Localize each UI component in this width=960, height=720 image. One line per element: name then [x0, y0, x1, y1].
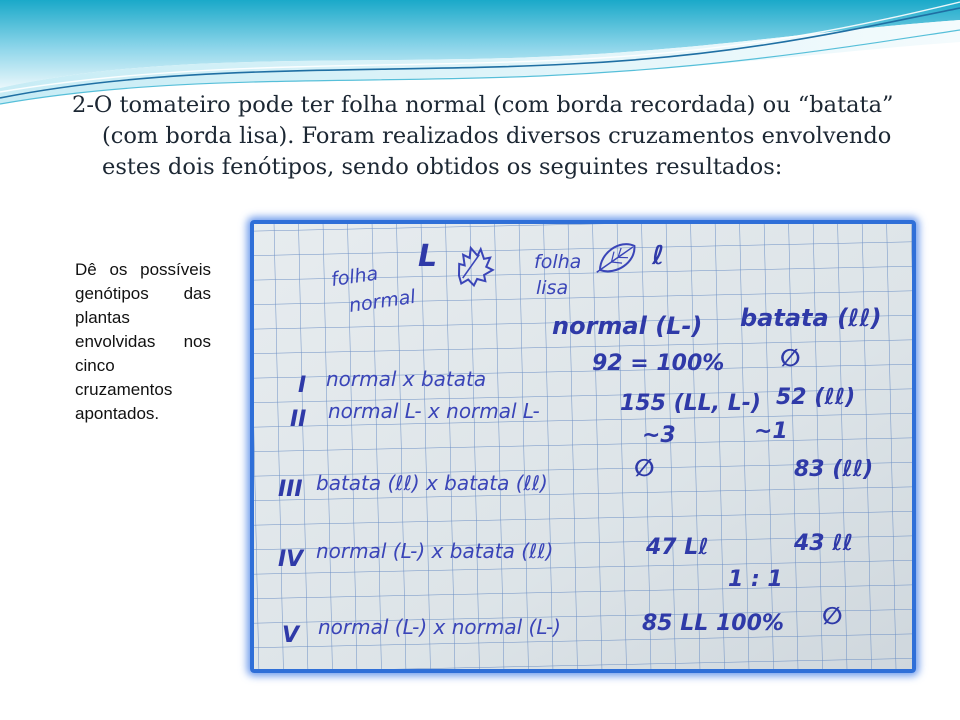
- row-4-result-normal: 47 Lℓ: [646, 535, 709, 560]
- notebook-photo: [250, 220, 916, 673]
- row-5-result-batata: ∅: [822, 602, 843, 630]
- notebook-page: [254, 224, 912, 669]
- row-5-result-normal: 85 LL 100%: [642, 611, 784, 636]
- row-3-result-batata: 83 (ℓℓ): [794, 457, 874, 482]
- row-1-result-batata: ∅: [780, 344, 801, 372]
- row-1-cross: normal x batata: [326, 367, 487, 391]
- row-5-cross: normal (L-) x normal (L-): [318, 615, 561, 639]
- row-3-result-normal: ∅: [634, 454, 655, 482]
- row-2-result-batata: 52 (ℓℓ): [776, 385, 856, 410]
- column-normal: normal (L-): [552, 312, 703, 340]
- label-lisa-line2: lisa: [536, 277, 569, 299]
- label-lisa-line1: folha: [534, 251, 582, 273]
- row-1-result-normal: 92 = 100%: [592, 351, 725, 376]
- grid-lines: [254, 224, 912, 669]
- label-normal-line2: normal: [347, 285, 417, 317]
- instruction-text: Dê os possíveis genótipos das plantas envolvidas nos cinco cruzamentos apontados.: [75, 260, 211, 423]
- row-5-number: V: [282, 623, 300, 648]
- row-4-cross: normal (L-) x batata (ℓℓ): [316, 539, 554, 563]
- row-1-number: I: [298, 373, 307, 398]
- label-normal-line1: folha: [329, 262, 380, 291]
- row-2-result-normal: 155 (LL, L-): [620, 391, 761, 416]
- row-2-number: II: [290, 407, 307, 432]
- allele-dominant: L: [418, 239, 438, 274]
- row-4-ratio: 1 : 1: [728, 567, 783, 592]
- question-text: 2-O tomateiro pode ter folha normal (com borda recordada) ou “batata” (com borda lisa). Foram realizados diversos cruzamentos envolvendo estes dois fenótipos, sendo obtidos os seguintes resultados:: [72, 92, 894, 180]
- row-2-ratio-normal: ~3: [642, 423, 676, 448]
- allele-recessive: ℓ: [652, 241, 665, 271]
- row-2-cross: normal L- x normal L-: [328, 399, 540, 423]
- row-3-number: III: [278, 477, 303, 502]
- row-4-result-batata: 43 ℓℓ: [794, 531, 854, 556]
- row-4-number: IV: [278, 547, 304, 572]
- row-2-ratio-batata: ~1: [754, 419, 788, 444]
- column-batata: batata (ℓℓ): [740, 304, 882, 332]
- row-3-cross: batata (ℓℓ) x batata (ℓℓ): [316, 471, 548, 495]
